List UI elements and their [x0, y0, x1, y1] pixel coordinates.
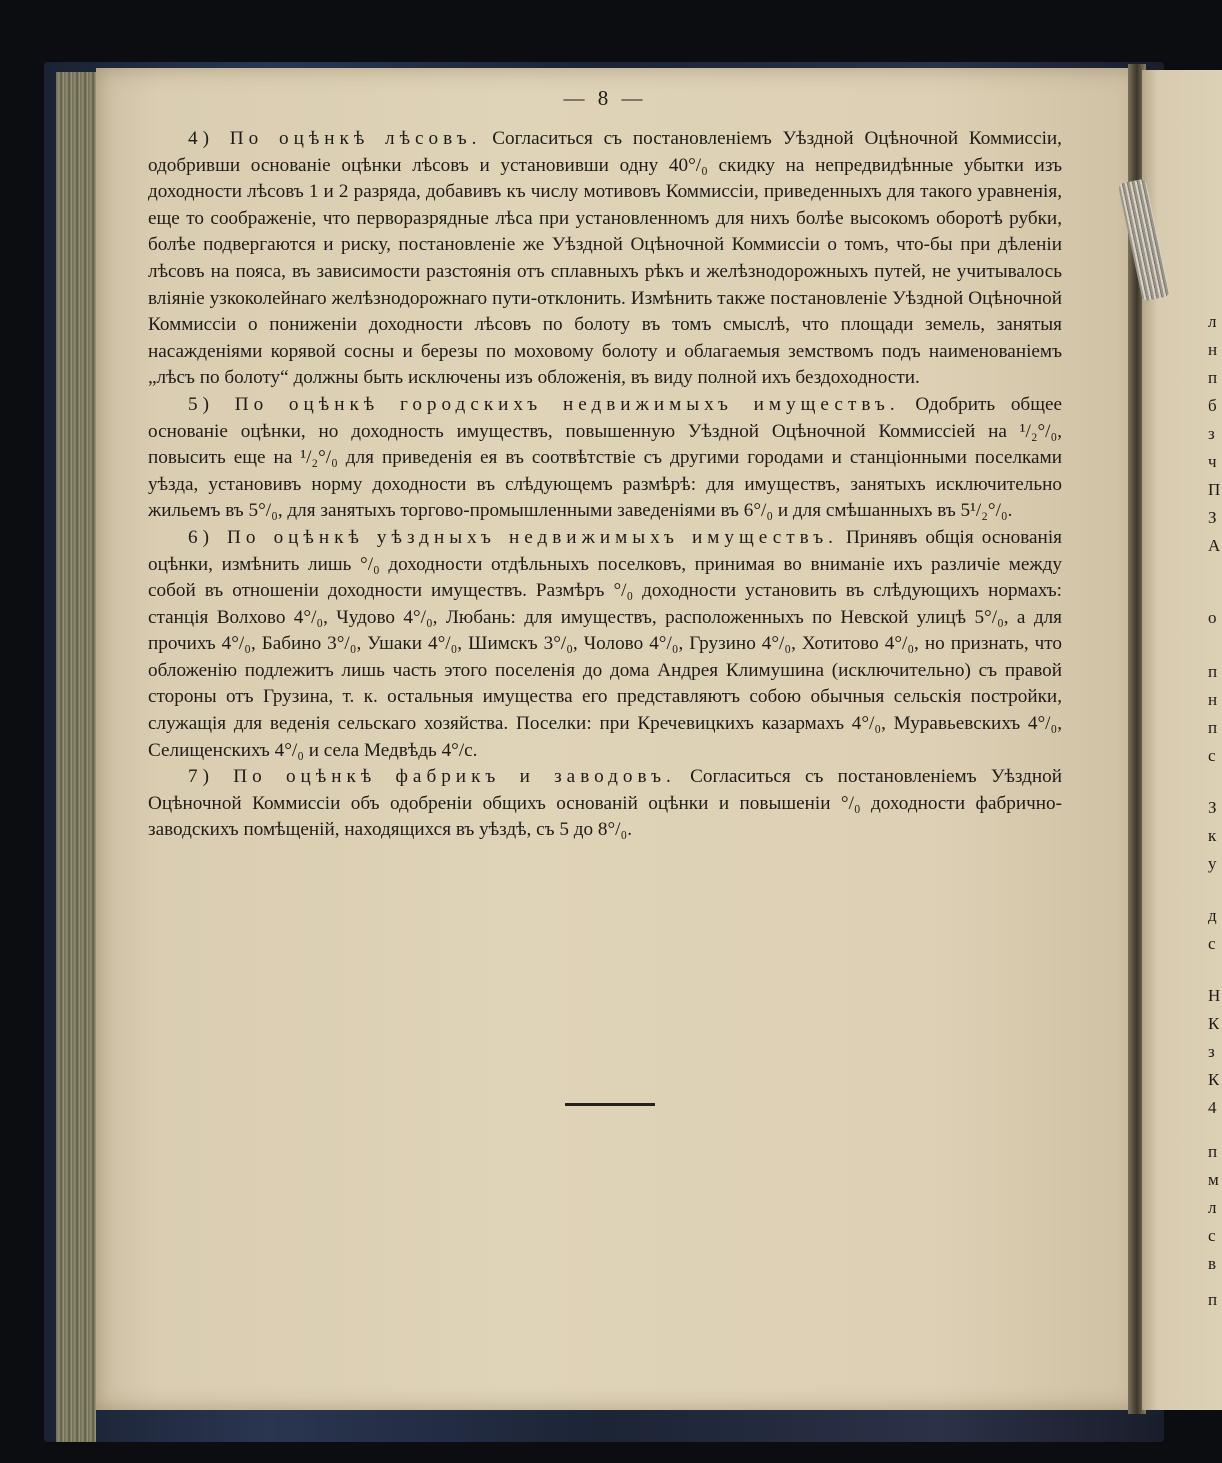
fragment-letter: в: [1208, 1254, 1217, 1273]
fragment-letter: ч: [1208, 452, 1217, 471]
paragraph-lead: 7) По оцѣнкѣ фабрикъ и заводовъ.: [188, 766, 676, 788]
paragraph-lead: 4) По оцѣнкѣ лѣсовъ.: [188, 128, 482, 149]
section-end-rule: [565, 1103, 655, 1106]
paragraph-lead: 6) По оцѣнкѣ уѣздныхъ недвижимыхъ имуществъ.: [188, 526, 838, 548]
fragment-letter: с: [1208, 934, 1216, 953]
fragment-letter: б: [1208, 396, 1217, 415]
fragment-letter: з: [1208, 424, 1215, 443]
fragment-letter: н: [1208, 690, 1218, 709]
page-edges: [56, 72, 96, 1442]
fragment-letter: с: [1208, 746, 1216, 765]
fragment-letter: П: [1208, 480, 1221, 499]
fragment-letter: п: [1208, 662, 1218, 681]
paragraph-factories: [148, 764, 1062, 844]
fragment-letter: Н: [1208, 986, 1221, 1005]
fragment-letter: к: [1208, 826, 1217, 845]
page-number: [0, 86, 1222, 111]
fragment-letter: м: [1208, 1170, 1219, 1189]
fragment-letter: з: [1208, 1042, 1215, 1061]
fragment-letter: н: [1208, 340, 1218, 359]
paragraph-text: Согласиться съ постановленіемъ Уѣздной Оцѣночной Коммиссіи, одобривши основаніе оцѣнки лѣсовъ и установивши одну 40°/₀ скидку на непредвидѣнные убытки изъ доходности лѣсовъ 1 и 2 разряда, добавивъ къ числу мотивовъ Коммиссіи, приведенныхъ для такого уравненія, еще то соображеніе, что перворазрядные лѣса при установленномъ для нихъ болѣе высокомъ оборотѣ рубки, болѣе подвергаются и риску, постановленіе же Уѣздной Оцѣночной Коммиссіи о томъ, что-бы при дѣленіи лѣсовъ на пояса, въ зависимости разстоянія отъ сплавныхъ рѣкъ и желѣзнодорожныхъ путей, не учитывалось вліяніе узкоколейнаго желѣзнодорожнаго пути-отклонить. Измѣнить также постановленіе Уѣздной Оцѣночной Коммиссіи о пониженіи доходности лѣсовъ по болоту въ томъ смыслѣ, что площади земель, занятыя насажденіями корявой сосны и березы по моховому болоту и облагаемыя земствомъ подъ наименованіемъ „лѣсъ по болоту“ должны быть исключены изъ обложенія, въ виду полной ихъ бездоходности.: [148, 128, 1062, 389]
fragment-letter: п: [1208, 368, 1218, 387]
fragment-letter: у: [1208, 854, 1217, 873]
fragment-letter: л: [1208, 312, 1217, 331]
fragment-letter: З: [1208, 508, 1217, 527]
paragraph-text: Согласиться съ постановленіемъ Уѣздной Оцѣночной Коммиссіи объ одобреніи общихъ основаній оцѣнки и повышеніи °/₀ доходности фабрично-заводскихъ помѣщеній, находящихся въ уѣздѣ, съ 5 до 8°/₀.: [148, 766, 1063, 841]
fragment-letter: л: [1208, 1198, 1217, 1217]
page-body: [148, 126, 1062, 844]
page-number-text: — 8 —: [563, 86, 647, 110]
fragment-letter: д: [1208, 906, 1217, 925]
fragment-letter: о: [1208, 608, 1217, 627]
paragraph-forests: [148, 126, 1062, 392]
paragraph-district-property: [148, 525, 1062, 764]
fragment-letter: п: [1208, 718, 1218, 737]
paragraph-text: Принявъ общія основанія оцѣнки, измѣнить лишь °/₀ доходности отдѣльныхъ поселковъ, принимая во вниманіе ихъ различіе между собой въ отношеніи доходности имуществъ. Размѣръ °/₀ доходности установить въ слѣдующихъ нормахъ: станція Волхово 4°/₀, Чудово 4°/₀, Любань: для имуществъ, расположенныхъ по Невской улицѣ 5°/₀, а для прочихъ 4°/₀, Бабино 3°/₀, Ушаки 4°/₀, Шимскъ 3°/₀, Чолово 4°/₀, Грузино 4°/₀, Хотитово 4°/₀, но признать, что обложенію подлежитъ лишь часть этого поселенія до дома Андрея Климушина (исключительно) съ правой стороны отъ Грузина, т. к. остальныя имущества его представляютъ собою обычныя сельскія постройки, служащія для веденія сельскаго хозяйства. Поселки: при Кречевицкихъ казармахъ 4°/₀, Муравьевскихъ 4°/₀, Селищенскихъ 4°/₀ и села Медвѣдь 4°/с.: [148, 526, 1062, 761]
paragraph-lead: 5) По оцѣнкѣ городскихъ недвижимыхъ имуществъ.: [188, 393, 900, 415]
fragment-letter: 4: [1208, 1098, 1217, 1117]
fragment-letter: К: [1208, 1014, 1220, 1033]
fragment-letter: З: [1208, 798, 1217, 817]
paragraph-text: Одобрить общее основаніе оцѣнки, но доходность имуществъ, повышенную Уѣздной Оцѣночной Коммиссіей на ¹/₂°/₀, повысить еще на ¹/₂°/₀ для приведенія ея въ соотвѣтствіе съ другими городами и станціонными поселками уѣзда, установивъ норму доходности въ слѣдующемъ размѣрѣ: для имуществъ, занятыхъ исключительно жильемъ въ 5°/₀, для занятыхъ торгово-промышленными заведеніями въ 6°/₀ и для смѣшанныхъ въ 5¹/₂°/₀.: [148, 393, 1063, 522]
fragment-letter: с: [1208, 1226, 1216, 1245]
fragment-letter: А: [1208, 536, 1221, 555]
fragment-letter: п: [1208, 1290, 1218, 1309]
paragraph-city-property: [148, 392, 1062, 525]
fragment-letter: К: [1208, 1070, 1220, 1089]
fragment-letter: п: [1208, 1142, 1218, 1161]
